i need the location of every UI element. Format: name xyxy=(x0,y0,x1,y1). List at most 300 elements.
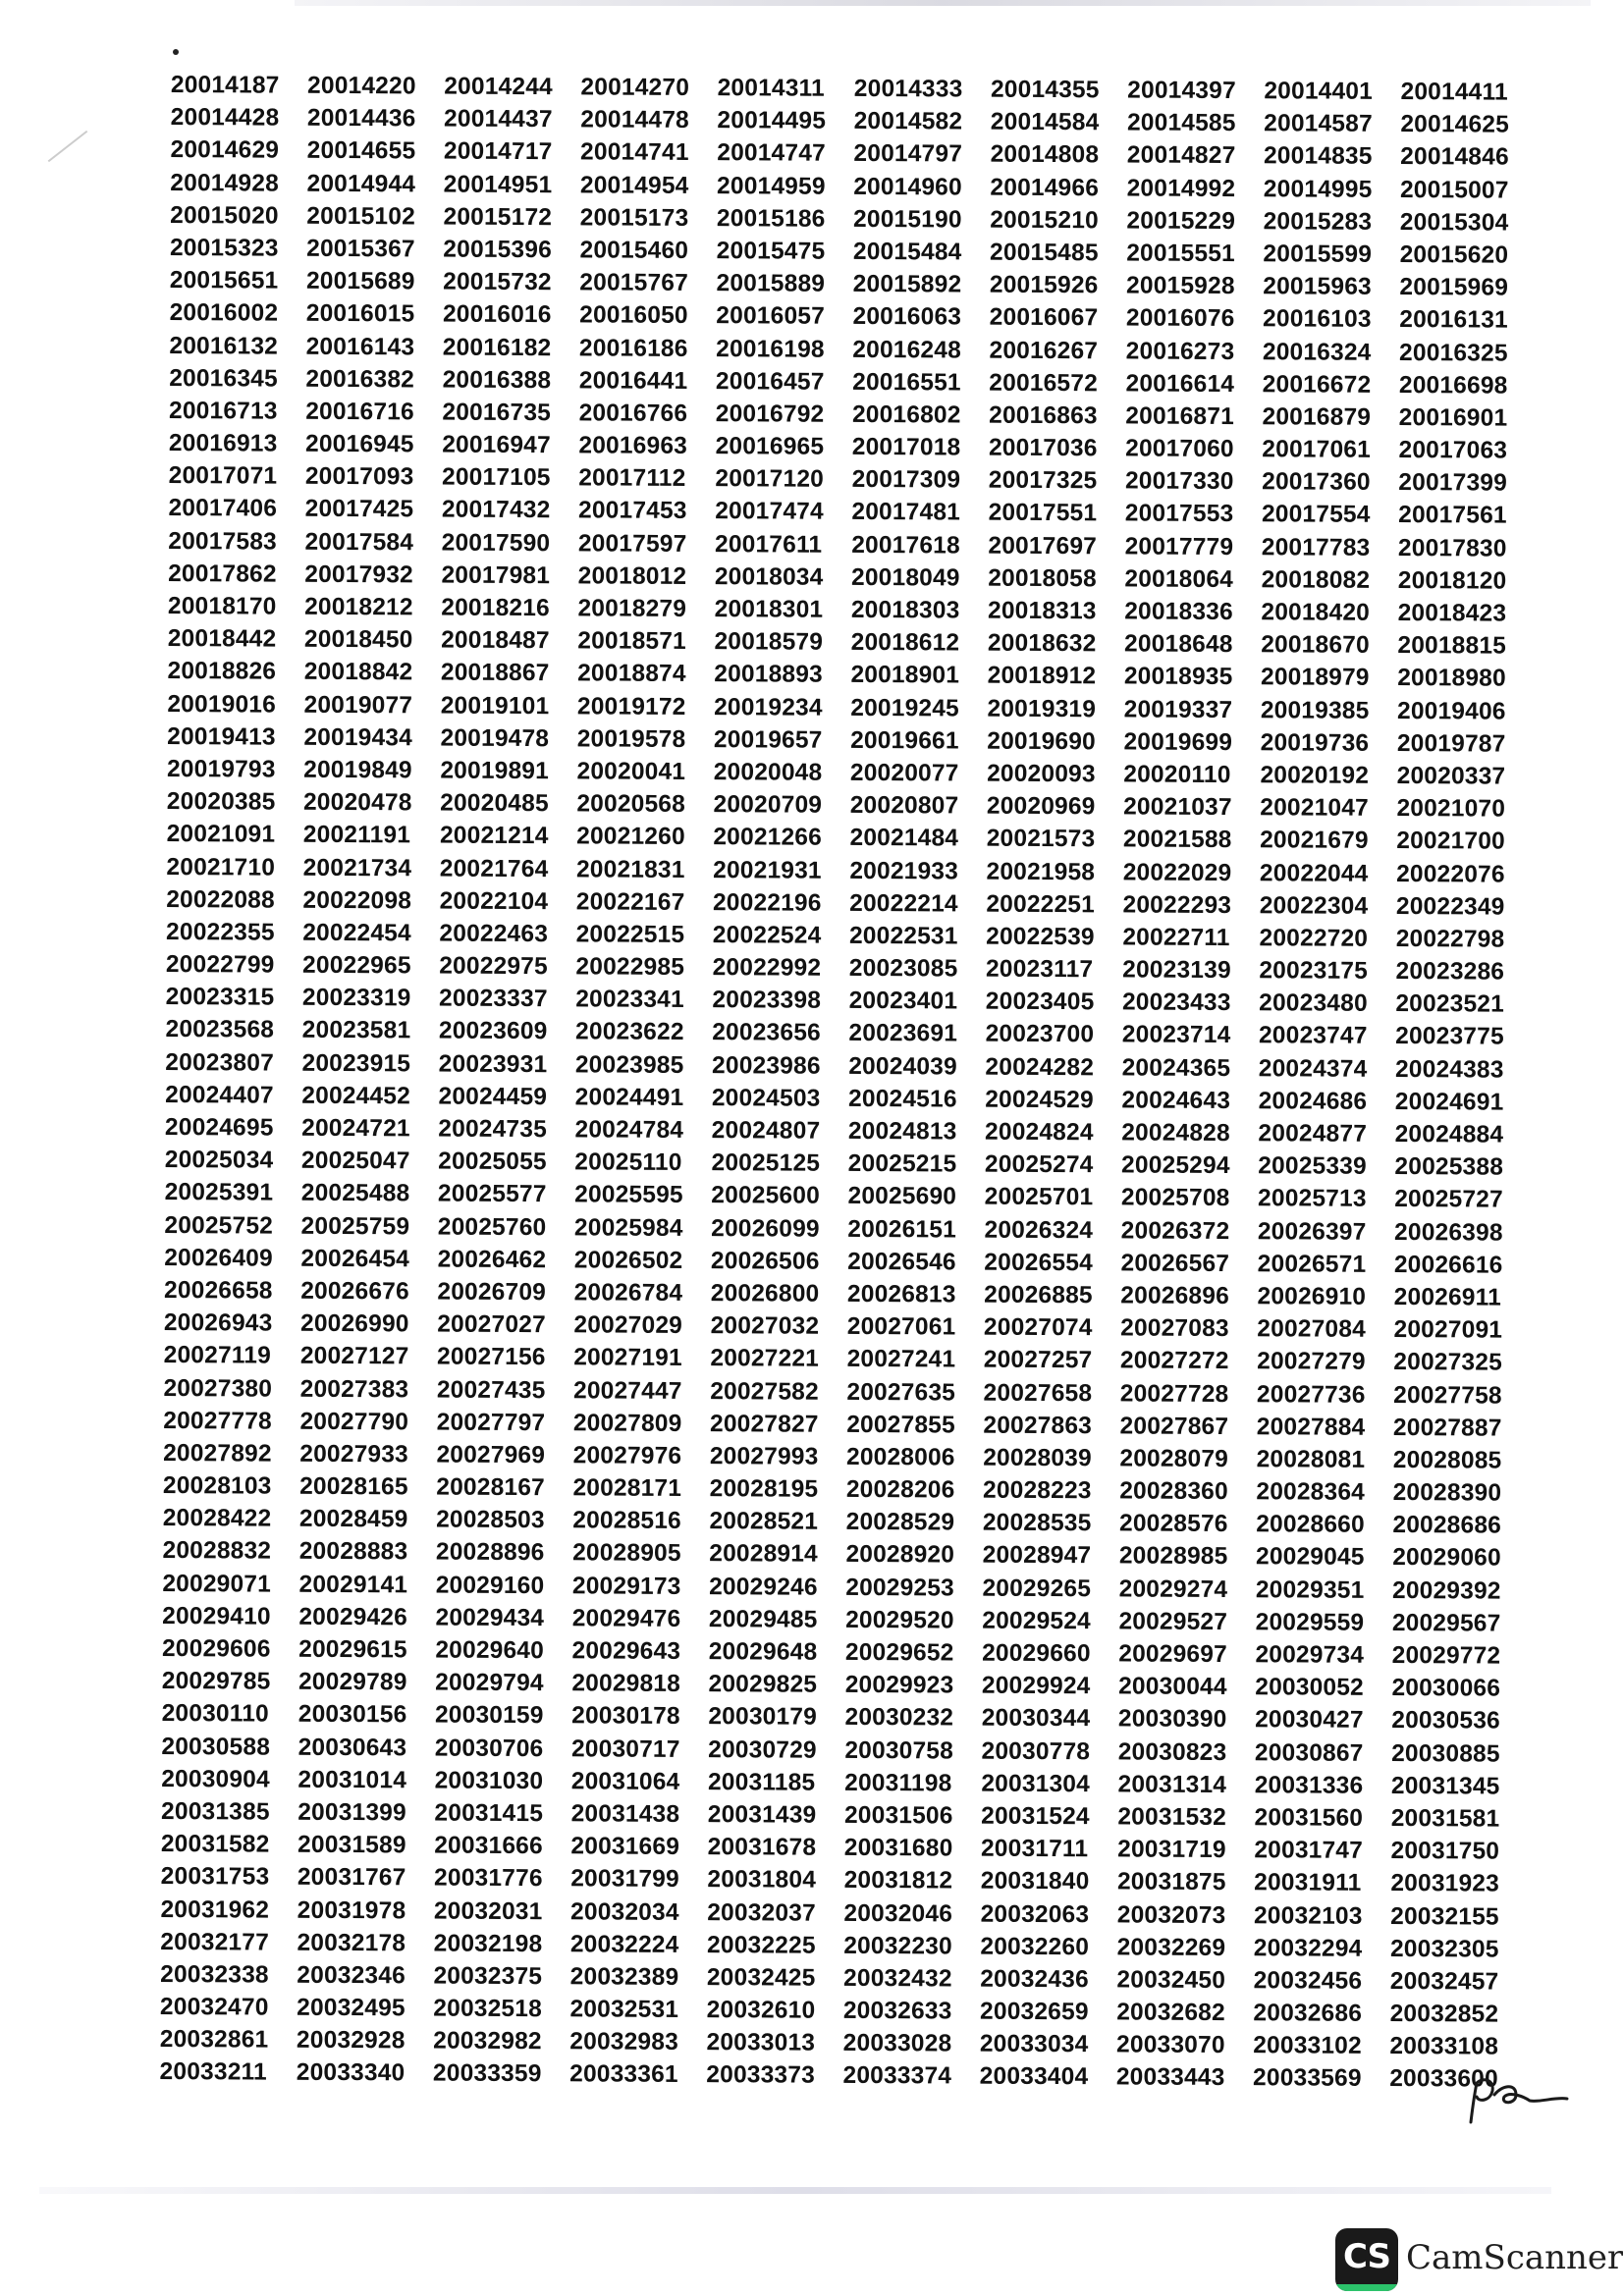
roll-number: 20028920 xyxy=(845,1541,955,1569)
roll-number: 20030536 xyxy=(1391,1707,1500,1735)
roll-number: 20026896 xyxy=(1120,1282,1230,1309)
roll-number: 20017309 xyxy=(851,466,961,494)
roll-number: 20018670 xyxy=(1261,631,1370,660)
roll-number: 20014584 xyxy=(990,108,1100,136)
roll-number: 20027993 xyxy=(709,1442,819,1470)
roll-number: 20029818 xyxy=(571,1670,681,1698)
roll-number: 20022098 xyxy=(302,886,412,915)
roll-number: 20019413 xyxy=(167,722,276,751)
roll-number: 20015304 xyxy=(1399,208,1509,237)
roll-number: 20014808 xyxy=(990,141,1100,169)
roll-number: 20032495 xyxy=(297,1994,406,2022)
roll-number: 20023609 xyxy=(438,1017,548,1045)
roll-number: 20031875 xyxy=(1116,1868,1226,1896)
roll-number: 20030344 xyxy=(981,1705,1091,1733)
roll-number: 20022088 xyxy=(166,885,275,914)
camscanner-logo-text: CS xyxy=(1342,2237,1391,2276)
roll-number: 20029141 xyxy=(298,1571,408,1598)
roll-number: 20028206 xyxy=(845,1475,955,1504)
roll-number: 20029527 xyxy=(1118,1608,1228,1635)
roll-number: 20026709 xyxy=(437,1278,547,1307)
roll-number: 20018867 xyxy=(440,659,550,687)
roll-number: 20022251 xyxy=(986,890,1096,918)
signature-icon xyxy=(1461,2061,1571,2130)
roll-number: 20018579 xyxy=(714,628,824,656)
roll-number: 20020478 xyxy=(302,788,412,817)
roll-number: 20029559 xyxy=(1255,1609,1365,1636)
roll-number: 20014436 xyxy=(306,104,416,133)
roll-number: 20027241 xyxy=(846,1346,956,1373)
roll-number: 20027083 xyxy=(1120,1314,1229,1343)
roll-number: 20032230 xyxy=(843,1932,952,1960)
roll-number: 20019736 xyxy=(1260,728,1370,757)
roll-number: 20029274 xyxy=(1118,1575,1228,1603)
roll-number: 20031185 xyxy=(707,1768,816,1796)
roll-number: 20016067 xyxy=(989,303,1099,332)
roll-number: 20015689 xyxy=(305,267,415,295)
roll-number: 20022304 xyxy=(1259,891,1369,920)
roll-number: 20023117 xyxy=(985,955,1094,984)
roll-number: 20024784 xyxy=(574,1116,684,1144)
roll-number: 20023931 xyxy=(438,1050,548,1078)
roll-number: 20023315 xyxy=(165,984,275,1011)
roll-number: 20022076 xyxy=(1396,860,1505,888)
roll-number: 20030717 xyxy=(570,1735,680,1763)
roll-number: 20029794 xyxy=(435,1669,544,1697)
roll-number: 20025055 xyxy=(438,1148,547,1176)
roll-number: 20022454 xyxy=(302,919,411,947)
roll-number: 20030390 xyxy=(1117,1705,1227,1734)
roll-number: 20019101 xyxy=(440,692,550,720)
roll-number: 20027736 xyxy=(1256,1380,1366,1409)
roll-number: 20018301 xyxy=(714,596,824,623)
roll-number: 20021191 xyxy=(302,822,411,849)
roll-number: 20025760 xyxy=(437,1213,547,1241)
roll-number: 20027156 xyxy=(436,1343,546,1371)
roll-number: 20017981 xyxy=(441,561,551,589)
roll-number: 20031399 xyxy=(298,1798,406,1827)
roll-number: 20014220 xyxy=(307,72,416,100)
roll-number: 20023656 xyxy=(712,1019,821,1047)
roll-number: 20021734 xyxy=(302,854,412,881)
roll-number: 20017325 xyxy=(988,466,1098,495)
roll-number: 20029524 xyxy=(982,1607,1091,1635)
roll-number: 20016716 xyxy=(305,398,414,426)
roll-number: 20022044 xyxy=(1259,859,1369,887)
roll-number: 20033028 xyxy=(842,2030,952,2057)
roll-number: 20026567 xyxy=(1120,1250,1230,1277)
roll-number: 20021710 xyxy=(166,853,276,881)
roll-number: 20026398 xyxy=(1394,1218,1503,1247)
roll-number: 20028503 xyxy=(436,1506,545,1534)
roll-number: 20021958 xyxy=(986,858,1096,885)
roll-number: 20015889 xyxy=(716,270,826,297)
roll-number: 20032294 xyxy=(1253,1934,1363,1962)
roll-number: 20027074 xyxy=(983,1313,1093,1342)
roll-number: 20017425 xyxy=(304,496,414,523)
roll-number: 20029476 xyxy=(571,1605,681,1632)
roll-number: 20017071 xyxy=(168,462,278,490)
roll-number: 20015229 xyxy=(1126,207,1236,235)
roll-number: 20016457 xyxy=(715,367,825,396)
roll-number: 20030232 xyxy=(844,1704,954,1732)
roll-number: 20028006 xyxy=(845,1443,955,1471)
roll-number: 20015007 xyxy=(1399,176,1509,204)
roll-number: 20032610 xyxy=(706,1997,816,2024)
roll-number: 20018049 xyxy=(850,563,960,592)
roll-number: 20016913 xyxy=(168,430,278,457)
roll-number: 20030066 xyxy=(1391,1675,1501,1702)
roll-number: 20029567 xyxy=(1391,1609,1501,1637)
roll-number: 20014625 xyxy=(1400,111,1510,138)
roll-number: 20024374 xyxy=(1258,1054,1368,1083)
roll-number: 20019578 xyxy=(576,725,686,753)
roll-number: 20018980 xyxy=(1397,665,1506,692)
roll-number: 20016131 xyxy=(1399,306,1508,334)
roll-number: 20022539 xyxy=(986,923,1095,951)
roll-number: 20028947 xyxy=(982,1542,1092,1570)
roll-number: 20027658 xyxy=(983,1379,1093,1407)
roll-number: 20018012 xyxy=(577,562,687,590)
roll-number: 20021679 xyxy=(1260,827,1369,855)
roll-number: 20017330 xyxy=(1124,467,1234,496)
roll-number: 20031804 xyxy=(707,1866,817,1895)
roll-number: 20023319 xyxy=(301,985,411,1012)
roll-number: 20016015 xyxy=(305,300,415,328)
roll-number: 20028660 xyxy=(1256,1511,1365,1539)
roll-number: 20015551 xyxy=(1126,240,1235,267)
roll-number: 20023341 xyxy=(575,986,684,1014)
roll-number: 20014747 xyxy=(717,139,826,168)
roll-number: 20017779 xyxy=(1124,533,1234,561)
roll-number: 20018313 xyxy=(987,597,1097,625)
roll-number: 20033108 xyxy=(1389,2033,1499,2060)
roll-number: 20024735 xyxy=(438,1115,548,1144)
roll-number: 20028165 xyxy=(299,1472,408,1501)
roll-number: 20031589 xyxy=(298,1831,406,1859)
roll-number: 20027635 xyxy=(846,1378,956,1406)
roll-number: 20014333 xyxy=(853,75,963,103)
roll-number: 20024884 xyxy=(1394,1120,1504,1148)
roll-number: 20030427 xyxy=(1255,1706,1364,1735)
roll-number: 20029648 xyxy=(708,1638,818,1666)
roll-number: 20031030 xyxy=(434,1767,544,1794)
roll-number: 20016766 xyxy=(578,400,688,427)
roll-number: 20029173 xyxy=(571,1572,681,1600)
roll-number: 20032046 xyxy=(843,1899,953,1927)
roll-number: 20015732 xyxy=(443,268,552,296)
roll-number: 20018279 xyxy=(577,595,687,622)
roll-number: 20014827 xyxy=(1126,141,1236,170)
roll-number: 20026990 xyxy=(299,1309,409,1338)
roll-number: 20015963 xyxy=(1263,273,1372,300)
roll-number: 20015620 xyxy=(1399,240,1509,269)
roll-number: 20021764 xyxy=(439,855,549,882)
roll-number: 20014928 xyxy=(170,169,280,197)
roll-number: 20022463 xyxy=(439,920,549,948)
roll-number: 20014428 xyxy=(170,104,280,132)
roll-number: 20016735 xyxy=(442,399,552,427)
roll-number: 20032682 xyxy=(1116,1999,1225,2027)
roll-number: 20020192 xyxy=(1260,762,1370,789)
roll-number: 20026813 xyxy=(846,1280,956,1308)
roll-number: 20028914 xyxy=(709,1540,818,1569)
roll-number: 20030156 xyxy=(298,1701,407,1729)
roll-number: 20017611 xyxy=(714,530,823,559)
roll-number: 20033340 xyxy=(296,2059,406,2087)
roll-number: 20014954 xyxy=(579,171,689,199)
roll-number: 20027325 xyxy=(1393,1349,1503,1376)
roll-number: 20026409 xyxy=(164,1244,273,1272)
roll-number: 20031385 xyxy=(161,1797,270,1826)
roll-number: 20027119 xyxy=(163,1342,272,1369)
roll-number: 20019077 xyxy=(303,691,413,719)
roll-number: 20027027 xyxy=(437,1310,546,1339)
roll-number: 20028686 xyxy=(1392,1512,1502,1539)
roll-number: 20017597 xyxy=(577,529,687,558)
roll-number: 20023807 xyxy=(165,1048,275,1077)
roll-number: 20032450 xyxy=(1116,1966,1226,1994)
roll-number: 20016198 xyxy=(716,335,825,363)
roll-number: 20030867 xyxy=(1254,1738,1364,1767)
roll-number: 20033600 xyxy=(1389,2065,1498,2094)
roll-number: 20024695 xyxy=(164,1113,274,1142)
roll-number: 20018212 xyxy=(304,593,413,621)
roll-number: 20025752 xyxy=(164,1211,274,1240)
roll-number: 20032034 xyxy=(570,1897,679,1926)
roll-number: 20025595 xyxy=(574,1181,683,1209)
roll-number: 20029785 xyxy=(161,1668,271,1695)
roll-number: 20025701 xyxy=(984,1184,1094,1211)
roll-number: 20027863 xyxy=(983,1412,1093,1439)
roll-number: 20014992 xyxy=(1126,175,1236,202)
roll-number: 20017932 xyxy=(304,561,413,589)
roll-number: 20015210 xyxy=(990,206,1099,235)
roll-number: 20025388 xyxy=(1394,1153,1504,1181)
roll-number: 20026502 xyxy=(573,1247,683,1274)
roll-number: 20014437 xyxy=(444,105,553,133)
roll-number: 20024383 xyxy=(1394,1055,1504,1084)
roll-number: 20026571 xyxy=(1257,1250,1367,1278)
roll-number: 20027887 xyxy=(1392,1414,1502,1442)
roll-number: 20023085 xyxy=(848,954,958,983)
camscanner-logo-icon xyxy=(1335,2228,1398,2291)
roll-number: 20023405 xyxy=(985,988,1095,1016)
roll-number: 20015484 xyxy=(852,238,962,266)
roll-number: 20029652 xyxy=(844,1638,954,1667)
roll-number: 20025215 xyxy=(847,1150,957,1178)
roll-number: 20032457 xyxy=(1389,1967,1499,1996)
roll-number: 20017474 xyxy=(715,498,824,526)
roll-number: 20024516 xyxy=(848,1085,957,1113)
roll-number: 20027221 xyxy=(710,1345,820,1373)
roll-number: 20031911 xyxy=(1254,1869,1362,1897)
roll-number: 20020093 xyxy=(987,760,1096,788)
roll-number: 20030159 xyxy=(434,1701,544,1730)
roll-number: 20025391 xyxy=(164,1179,274,1206)
roll-number: 20017120 xyxy=(715,465,825,493)
roll-number: 20022029 xyxy=(1122,858,1232,886)
roll-number: 20019385 xyxy=(1260,696,1370,724)
roll-number: 20016132 xyxy=(169,332,279,360)
roll-number: 20022720 xyxy=(1259,925,1369,952)
roll-number: 20029392 xyxy=(1391,1576,1501,1605)
roll-number: 20016002 xyxy=(169,299,279,327)
roll-number: 20030729 xyxy=(708,1735,817,1764)
roll-number: 20015283 xyxy=(1263,207,1373,236)
roll-number: 20028103 xyxy=(162,1472,272,1500)
roll-number: 20028905 xyxy=(572,1539,681,1568)
roll-number: 20024503 xyxy=(711,1084,821,1112)
roll-number: 20027582 xyxy=(710,1377,819,1406)
roll-number: 20028195 xyxy=(709,1475,819,1503)
roll-number: 20031314 xyxy=(1117,1771,1227,1798)
roll-number: 20032269 xyxy=(1116,1934,1226,1961)
roll-number: 20017561 xyxy=(1398,502,1507,530)
roll-number: 20020709 xyxy=(713,791,823,819)
roll-number: 20029825 xyxy=(708,1671,818,1698)
roll-number: 20019172 xyxy=(576,692,686,721)
roll-number: 20016182 xyxy=(442,334,552,361)
roll-number: 20032928 xyxy=(296,2026,406,2055)
roll-number: 20018058 xyxy=(988,564,1097,593)
roll-number: 20021266 xyxy=(713,824,823,852)
roll-number: 20026324 xyxy=(984,1216,1094,1244)
roll-number: 20018935 xyxy=(1123,663,1233,691)
roll-number: 20033102 xyxy=(1253,2032,1362,2060)
roll-number: 20019337 xyxy=(1123,695,1233,723)
roll-number: 20030110 xyxy=(161,1700,269,1728)
roll-number: 20019234 xyxy=(714,693,823,721)
roll-number: 20025034 xyxy=(164,1147,274,1174)
roll-number: 20021700 xyxy=(1396,828,1505,855)
roll-number: 20014311 xyxy=(717,75,825,102)
roll-number: 20026462 xyxy=(437,1246,547,1273)
roll-number: 20017432 xyxy=(441,496,551,524)
roll-number: 20016273 xyxy=(1125,337,1235,365)
roll-number: 20032305 xyxy=(1389,1935,1499,1963)
roll-number: 20028883 xyxy=(298,1538,408,1566)
roll-number: 20027778 xyxy=(163,1407,272,1435)
roll-number: 20030052 xyxy=(1255,1674,1364,1701)
roll-number: 20023714 xyxy=(1121,1021,1231,1049)
roll-number: 20027127 xyxy=(299,1343,409,1370)
roll-number: 20027758 xyxy=(1393,1381,1502,1410)
roll-number: 20029060 xyxy=(1392,1544,1501,1573)
roll-number: 20020807 xyxy=(849,792,959,820)
roll-number: 20025727 xyxy=(1394,1186,1503,1213)
roll-number: 20022167 xyxy=(575,888,685,916)
roll-number: 20029246 xyxy=(709,1573,818,1601)
roll-number: 20033361 xyxy=(569,2060,678,2089)
roll-number: 20014629 xyxy=(170,136,280,164)
roll-number: 20031776 xyxy=(434,1864,543,1893)
corner-mark xyxy=(173,49,179,55)
roll-number: 20032103 xyxy=(1253,1901,1363,1930)
roll-number: 20031747 xyxy=(1254,1837,1364,1864)
roll-number: 20028079 xyxy=(1119,1445,1229,1472)
roll-number: 20017783 xyxy=(1261,533,1371,561)
roll-number: 20027867 xyxy=(1119,1413,1229,1440)
roll-number: 20018034 xyxy=(714,562,824,591)
roll-number: 20024721 xyxy=(301,1114,410,1143)
roll-number: 20033373 xyxy=(706,2061,816,2090)
roll-number: 20023398 xyxy=(712,987,822,1014)
roll-number: 20031678 xyxy=(707,1834,817,1861)
roll-number: 20024824 xyxy=(985,1118,1094,1147)
roll-number: 20027790 xyxy=(299,1408,409,1436)
roll-number: 20031532 xyxy=(1117,1803,1227,1831)
roll-number: 20015102 xyxy=(306,202,416,231)
roll-number: 20019690 xyxy=(987,727,1096,756)
roll-number: 20017036 xyxy=(988,434,1098,462)
roll-number: 20027728 xyxy=(1119,1379,1229,1408)
roll-number: 20023581 xyxy=(301,1017,411,1044)
roll-number: 20017481 xyxy=(851,499,961,526)
roll-number: 20014741 xyxy=(580,138,689,167)
roll-number: 20022104 xyxy=(439,887,549,915)
roll-number: 20016324 xyxy=(1262,338,1372,366)
roll-number: 20028039 xyxy=(983,1444,1092,1472)
roll-number: 20019657 xyxy=(713,725,823,754)
roll-number: 20029434 xyxy=(435,1604,545,1631)
roll-number: 20018571 xyxy=(577,627,686,656)
roll-number: 20025110 xyxy=(574,1148,682,1177)
roll-number: 20030706 xyxy=(434,1735,544,1762)
roll-number: 20019016 xyxy=(167,690,277,719)
roll-number: 20032531 xyxy=(569,1996,679,2023)
roll-number: 20031415 xyxy=(434,1799,544,1828)
roll-number: 20027884 xyxy=(1256,1413,1366,1441)
roll-number: 20026910 xyxy=(1257,1283,1367,1310)
roll-number: 20017584 xyxy=(304,528,414,557)
roll-number: 20028576 xyxy=(1118,1510,1228,1538)
roll-number: 20031680 xyxy=(843,1834,953,1862)
roll-number: 20032198 xyxy=(433,1930,543,1957)
roll-number: 20026885 xyxy=(984,1281,1093,1309)
roll-number: 20031560 xyxy=(1254,1804,1364,1832)
roll-number: 20028360 xyxy=(1119,1477,1228,1506)
roll-number: 20014582 xyxy=(853,108,963,135)
roll-number: 20025125 xyxy=(711,1149,821,1177)
roll-number: 20017551 xyxy=(988,500,1098,527)
roll-number: 20016063 xyxy=(852,303,962,331)
roll-number: 20029520 xyxy=(845,1606,954,1634)
roll-number: 20018612 xyxy=(850,629,960,657)
roll-number: 20027091 xyxy=(1393,1316,1503,1344)
roll-number: 20018979 xyxy=(1260,664,1370,692)
roll-number: 20015969 xyxy=(1399,274,1509,301)
roll-number: 20029071 xyxy=(162,1570,272,1598)
roll-number: 20032389 xyxy=(569,1963,679,1991)
roll-number: 20029615 xyxy=(298,1635,407,1664)
roll-number: 20026784 xyxy=(573,1279,683,1307)
roll-number: 20033013 xyxy=(706,2029,816,2056)
roll-number: 20015928 xyxy=(1126,272,1235,300)
roll-number: 20028085 xyxy=(1392,1446,1502,1474)
roll-number: 20032432 xyxy=(843,1964,952,1993)
roll-number: 20021214 xyxy=(439,822,549,850)
roll-number: 20031812 xyxy=(843,1867,953,1895)
roll-number: 20016792 xyxy=(715,400,825,428)
roll-number: 20016672 xyxy=(1262,370,1372,399)
roll-number: 20031524 xyxy=(981,1802,1090,1831)
roll-number: 20031799 xyxy=(570,1865,679,1894)
roll-number: 20015767 xyxy=(579,269,689,297)
roll-number: 20031581 xyxy=(1390,1804,1500,1833)
roll-number: 20027380 xyxy=(163,1374,273,1403)
roll-number: 20025339 xyxy=(1258,1152,1367,1181)
